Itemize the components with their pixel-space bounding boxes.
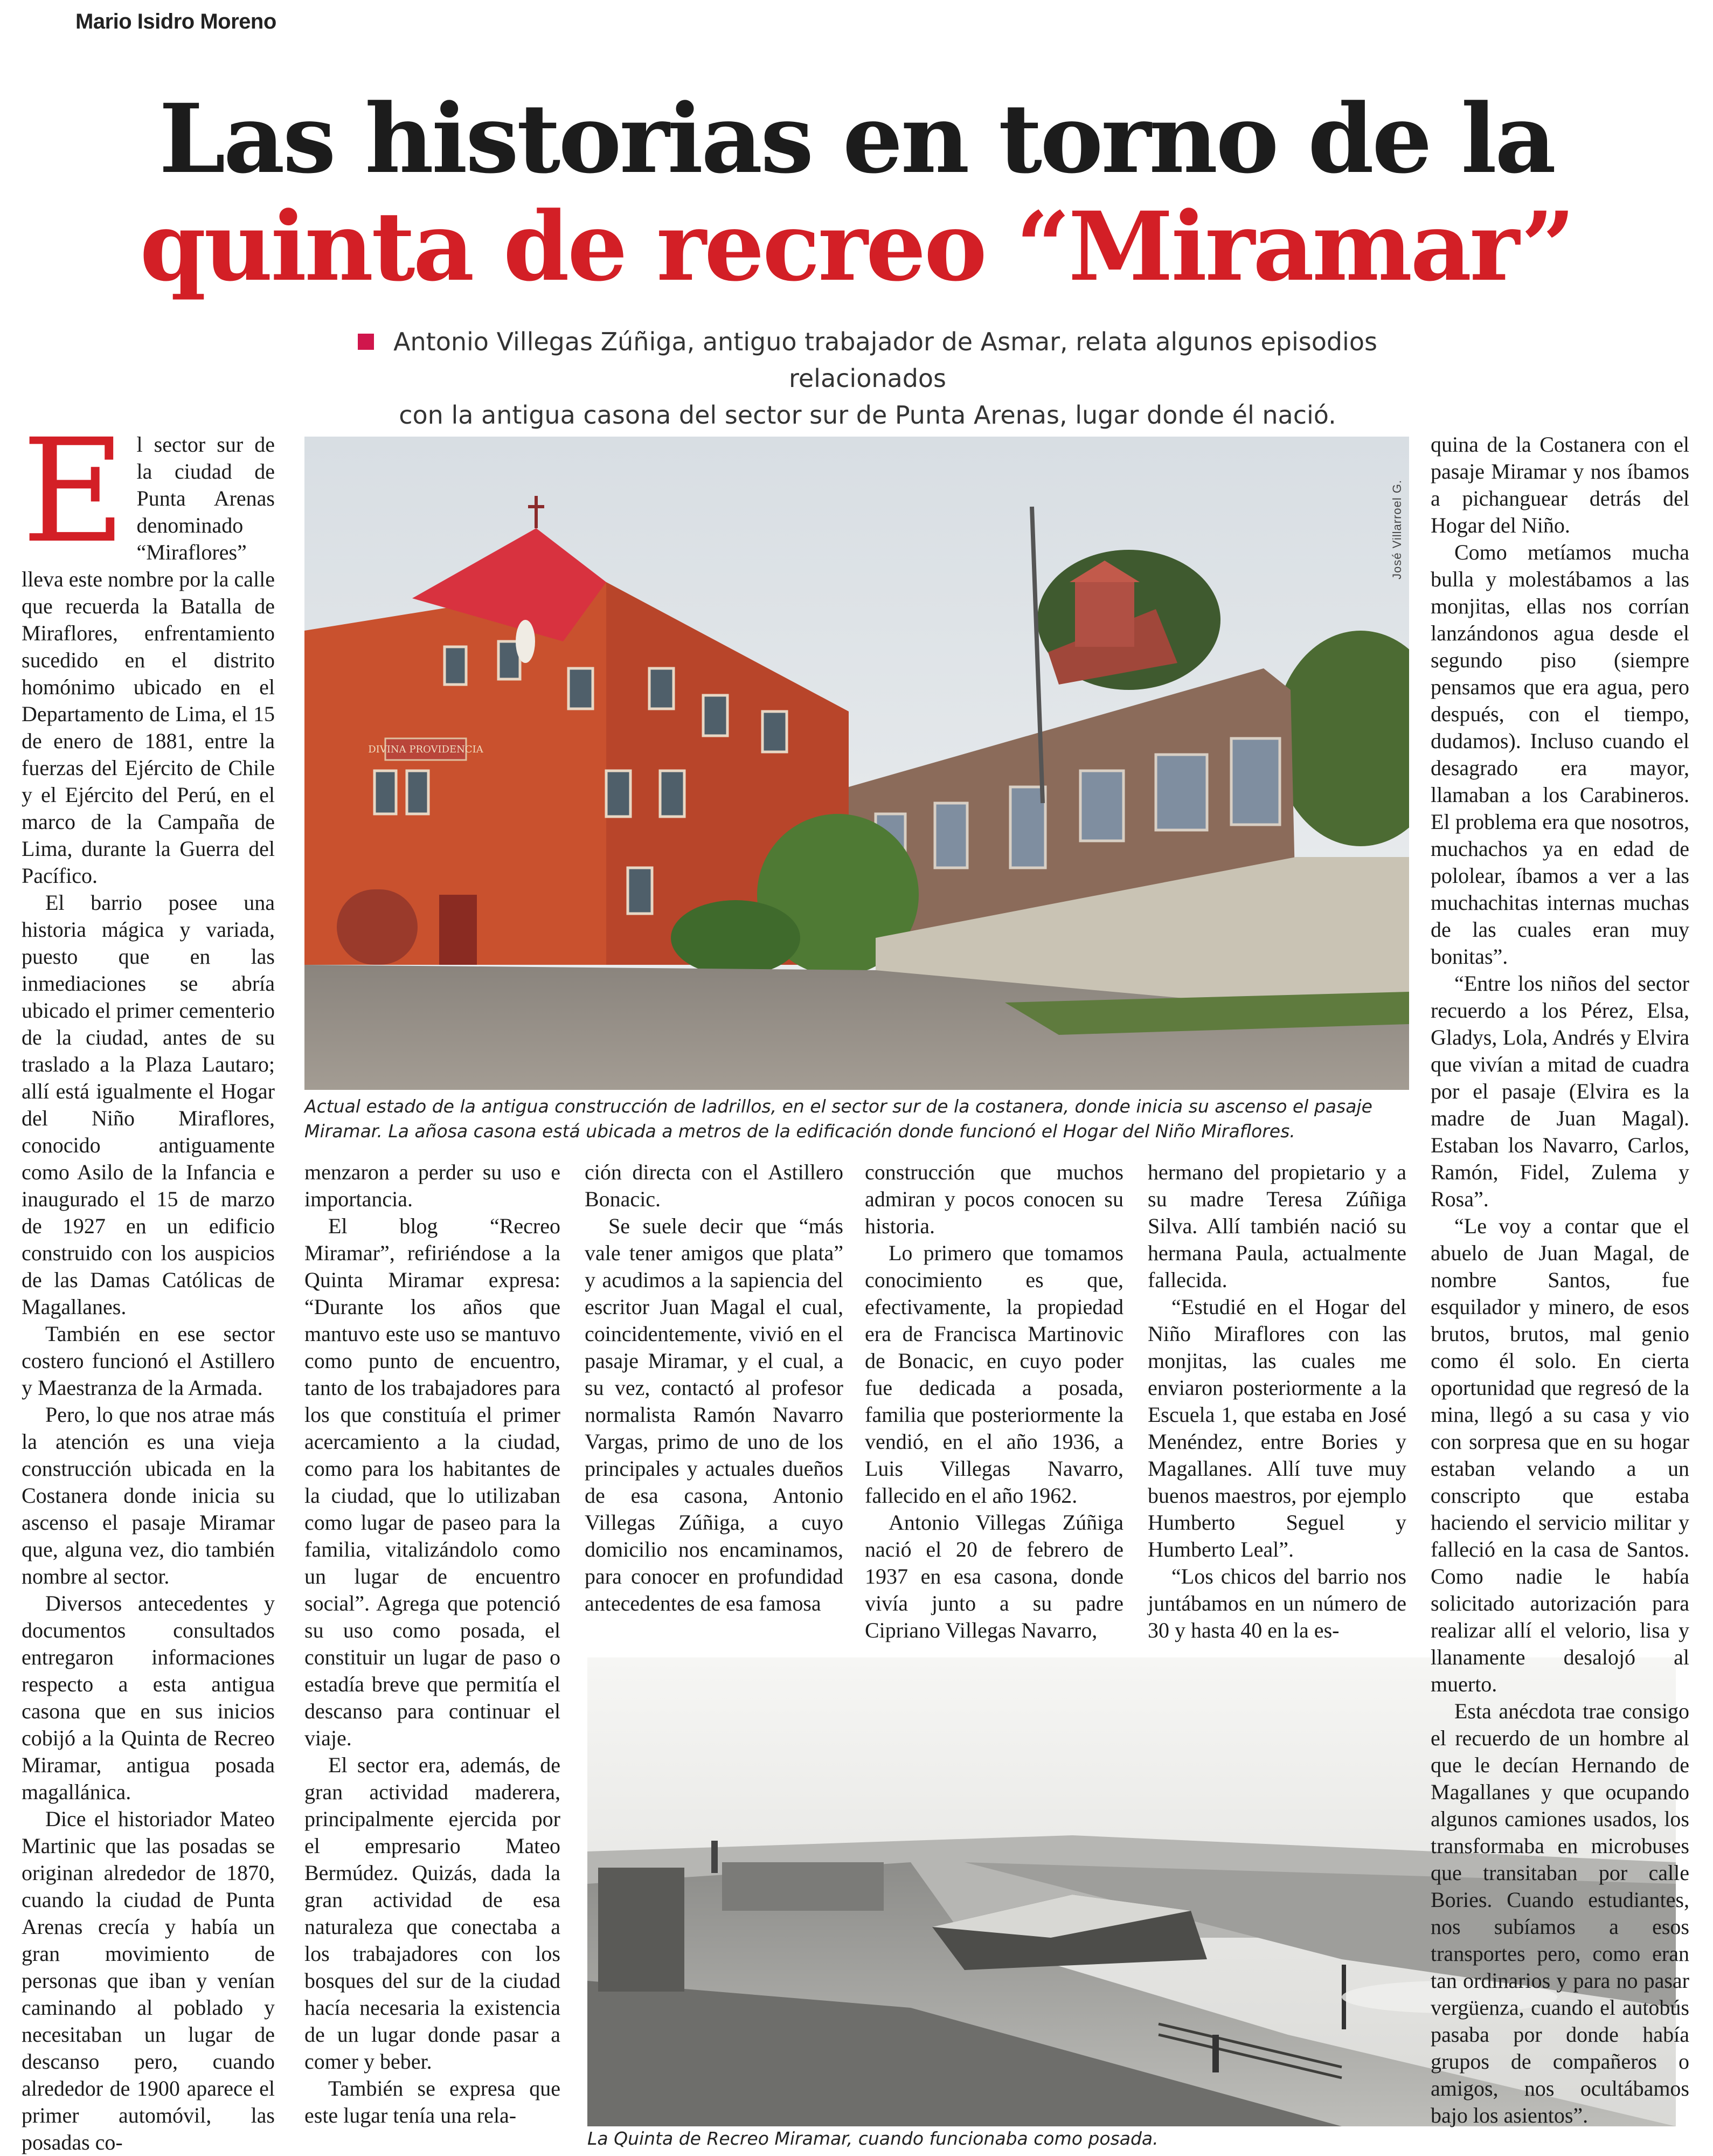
deck xyxy=(302,323,1433,433)
col1-paragraph-6: Dice el historiador Mateo Martinic que las posadas se originan alrededor de 1870, cuando la ciudad de Punta Arenas crecía y había un gran movimiento de personas que iban y venían caminando al poblado y necesitaban un lugar de descanso pero, cuando alrededor de 1900 aparece el primer automóvil, las posadas co- xyxy=(22,1807,275,2154)
headline-line-1: Las historias en torno de la xyxy=(158,83,1555,195)
building-photo-illustration xyxy=(304,437,1409,1090)
deck-line-1: Antonio Villegas Zúñiga, antiguo trabajador de Asmar, relata algunos episodios relacionados xyxy=(393,327,1377,393)
article-column-5 xyxy=(1148,1159,1406,1644)
col1-paragraph-3: También en ese sector costero funcionó el Astillero y Maestranza de la Armada. xyxy=(22,1322,275,1400)
byline: Mario Isidro Moreno xyxy=(75,10,276,33)
col1-paragraph-4: Pero, lo que nos atrae más la atención es una vieja construcción ubicada en la Costanera donde inicia su ascenso el pasaje Miramar que, alguna vez, dio también nombre al sector. xyxy=(22,1402,275,1588)
col2-paragraph-2: El blog “Recreo Miramar”, refiriéndose a la Quinta Miramar expresa: “Durante los años que mantuvo este uso se mantuvo como punto de encuentro, tanto de los trabajadores para los que constituía el primer acercamiento a la ciudad, como para los habitantes de la ciudad, que lo utilizaban como lugar de paseo para la familia, vitalizándolo como un lugar de encuentro social”. Agrega que potenció su uso como posada, el constituir un lugar de paso o estadía breve que permitía el descanso para continuar el viaje. xyxy=(304,1214,560,1750)
col3-paragraph-2: Se suele decir que “más vale tener amigos que plata” y acudimos a la sapiencia del escritor Juan Magal el cual, coincidentemente, vivió en el pasaje Miramar, y el cual, a su vez, contactó al profesor normalista Ramón Navarro Vargas, primo de uno de los principales y actuales dueños de esa casona, Antonio Villegas Zúñiga, a cuyo domicilio nos encaminamos, para conocer en profundidad antecedentes de esa famosa xyxy=(585,1214,843,1615)
col2-paragraph-4: También se expresa que este lugar tenía una rela- xyxy=(304,2076,560,2127)
col1-paragraph-5: Diversos antecedentes y documentos consultados entregaron informaciones respecto a esta antigua casona que en sus inicios cobijó a la Quinta de Recreo Miramar, antigua posada magallánica. xyxy=(22,1591,275,1804)
photo-caption-2: La Quinta de Recreo Miramar, cuando funcionaba como posada. xyxy=(587,2128,1159,2149)
col3-paragraph-1: ción directa con el Astillero Bonacic. xyxy=(585,1160,843,1211)
col6-paragraph-2: Como metíamos mucha bulla y molestábamos a las monjitas, ellas nos corrían lanzándonos agua desde el segundo piso (siempre pensamos que era agua, pero después, con el tiempo, dudamos). Incluso cuando el desagrado era mayor, llamaban a los Carabineros. El problema era que nosotros, muchachos ya en edad de pololear, íbamos a ver a las muchachitas internas muchas de las cuales eran muy bonitas”. xyxy=(1431,540,1689,969)
bullet-square-icon xyxy=(358,334,374,350)
drop-cap: E xyxy=(22,409,126,575)
col1-paragraph-1: l sector sur de la ciudad de Punta Arenas denominado “Miraflores” lleva este nombre por la calle que recuerda la Batalla de Miraflores, enfrentamiento sucedido en el distrito homónimo ubicado en el Departamento de Lima, el 15 de enero de 1881, entre la fuerzas del Ejército de Chile y el Ejército del Perú, en el marco de la Campaña de Lima, durante la Guerra del Pacífico. xyxy=(22,432,275,888)
headline-line-2: quinta de recreo “Miramar” xyxy=(140,191,1573,302)
deck-line-2: con la antigua casona del sector sur de Punta Arenas, lugar donde él nació. xyxy=(399,400,1336,430)
col5-paragraph-1: hermano del propietario y a su madre Teresa Zúñiga Silva. Allí también nació su hermana Paula, actualmente fallecida. xyxy=(1148,1160,1406,1292)
photo-caption-1: Actual estado de la antigua construcción de ladrillos, en el sector sur de la costanera, donde inicia su ascenso el pasaje Miramar. La añosa casona está ubicada a metros de la edificación donde funcionó el Hogar del Niño Miraflores. xyxy=(304,1096,1372,1142)
article-column-2 xyxy=(304,1159,560,2129)
col6-paragraph-1: quina de la Costanera con el pasaje Miramar y nos íbamos a pichanguear detrás del Hogar del Niño. xyxy=(1431,432,1689,537)
col6-paragraph-5: Esta anécdota trae consigo el recuerdo de un hombre al que le decían Hernando de Magallanes y que ocupando algunos camiones usados, los transformaba en microbuses que transitaban por calle Bories. Cuando estudiantes, nos subíamos a esos transportes pero, como eran tan ordinarios y para no pasar vergüenza, cuando el autobús pasaba por donde había grupos de compañeros o amigos, nos ocultábamos bajo los asientos”. xyxy=(1431,1699,1689,2127)
article-column-6 xyxy=(1431,431,1689,2129)
building-sign-text: DIVINA PROVIDENCIA xyxy=(368,744,483,755)
col4-paragraph-2: Lo primero que tomamos conocimiento es que, efectivamente, la propiedad era de Francisca Martinovic de Bonacic, en cuyo poder fue dedicada a posada, familia que posteriormente la vendió, en el año 1936, a Luis Villegas Navarro, fallecido en el año 1962. xyxy=(865,1241,1123,1508)
main-photo xyxy=(304,437,1409,1090)
col2-paragraph-1: menzaron a perder su uso e importancia. xyxy=(304,1160,560,1211)
col4-paragraph-3: Antonio Villegas Zúñiga nació el 20 de febrero de 1937 en esa casona, donde vivía junto a su padre Cipriano Villegas Navarro, xyxy=(865,1510,1123,1642)
article-column-3 xyxy=(585,1159,843,1617)
col6-paragraph-3: “Entre los niños del sector recuerdo a los Pérez, Elsa, Gladys, Lola, Andrés y Elvira que vivían a mitad de cuadra por el pasaje (Elvira es la madre de Juan Magal). Estaban los Navarro, Carlos, Ramón, Fidel, Zulema y Rosa”. xyxy=(1431,971,1689,1211)
col4-paragraph-1: construcción que muchos admiran y pocos conocen su historia. xyxy=(865,1160,1123,1238)
col5-paragraph-2: “Estudié en el Hogar del Niño Miraflores con las monjitas, las cuales me enviaron posteriormente a la Escuela 1, que estaba en José Menéndez, entre Bories y Magallanes. Allí tuve muy buenos maestros, por ejemplo Humberto Seguel y Humberto Leal”. xyxy=(1148,1295,1406,1561)
col6-paragraph-4: “Le voy a contar que el abuelo de Juan Magal, de nombre Santos, fue esquilador y minero, de esos brutos, brutos, mal genio como él solo. En cierta oportunidad que regresó de la mina, llegó a su casa y vio con sorpresa que en su hogar estaban velando a un conscripto que estaba haciendo el servicio militar y falleció en la casa de Santos. Como nadie le había solicitado autorización para realizar allí el velorio, lisa y llanamente desalojó al muerto. xyxy=(1431,1214,1689,1696)
article-column-4 xyxy=(865,1159,1123,1644)
col1-paragraph-2: El barrio posee una historia mágica y variada, puesto que en las inmediaciones se abría ubicado el primer cementerio de la ciudad, antes de su traslado a la Plaza Lautaro; allí está igualmente el Hogar del Niño Miraflores, conocido antiguamente como Asilo de la Infancia e inaugurado el 15 de marzo de 1927 en un edificio construido con los auspicios de las Damas Católicas de Magallanes. xyxy=(22,890,275,1319)
photo-credit: José Villarroel G. xyxy=(1390,479,1404,579)
col2-paragraph-3: El sector era, además, de gran actividad maderera, principalmente ejercida por el empresario Mateo Bermúdez. Quizás, dada la gran actividad de esa naturaleza que conectaba a los trabajadores con los bosques del sur de la ciudad hacía necesaria la existencia de un lugar donde pasar a comer y beber. xyxy=(304,1753,560,2074)
article-column-1 xyxy=(22,409,275,2156)
col5-paragraph-3: “Los chicos del barrio nos juntábamos en un número de 30 y hasta 40 en la es- xyxy=(1148,1564,1406,1642)
